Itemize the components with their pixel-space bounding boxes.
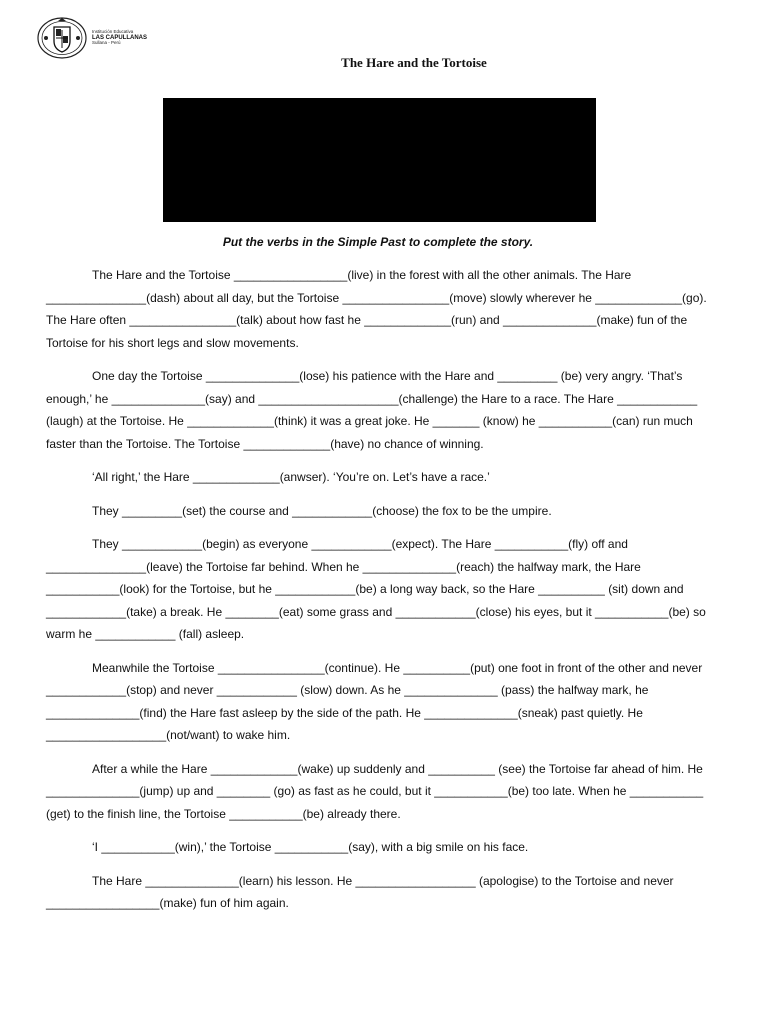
story-paragraph-5: They ____________(begin) as everyone ____________(expect). The Hare ___________(fly) off and _______________(leave) the Tortoise far behind. When he ______________(reach) the halfway mark, the Hare ___________(look) for the Tortoise, but he ____________(be) a long way back, so the Hare __________ (sit) down and ____________(take) a break. He ________(eat) some grass and ____________(close) his eyes, but it ___________(be) so warm he ____________ (fall) asleep. bbox=[46, 537, 706, 641]
story-paragraph-8: ‘I ___________(win),’ the Tortoise ___________(say), with a big smile on his face. bbox=[92, 840, 529, 854]
story-paragraph-2: One day the Tortoise ______________(lose) his patience with the Hare and _________ (be) very angry. ‘That’s enough,’ he ______________(say) and _____________________(challenge) the Hare to a race. The Hare ____________ (laugh) at the Tortoise. He _____________(think) it was a great joke. He _______ (know) he ___________(can) run much faster than the Tortoise. The Tortoise _____________(have) no chance of winning. bbox=[46, 369, 698, 451]
logo-school-name: LAS CAPULLANAS bbox=[92, 34, 147, 41]
logo-location: Sullana - Perú bbox=[92, 40, 121, 46]
school-logo bbox=[36, 16, 147, 60]
school-crest-icon bbox=[36, 16, 88, 60]
story-paragraph-9: The Hare ______________(learn) his lesson. He __________________ (apologise) to the Tortoise and never _________________(make) fun of him again. bbox=[46, 873, 674, 910]
page-title: The Hare and the Tortoise bbox=[341, 55, 487, 70]
story-paragraph-1: The Hare and the Tortoise _________________(live) in the forest with all the other animals. The Hare _______________(dash) about all day, but the Tortoise ________________(move) slowly wherever he _____________(go). The Hare often ________________(talk) about how fast he _____________(run) and ______________(make) fun of the Tortoise for his short legs and slow movements. bbox=[46, 268, 707, 350]
story-paragraph-4: They _________(set) the course and ____________(choose) the fox to be the umpire. bbox=[92, 503, 552, 518]
story-paragraph-3: ‘All right,’ the Hare _____________(anwser). ‘You’re on. Let’s have a race.’ bbox=[92, 470, 490, 484]
exercise-instruction: Put the verbs in the Simple Past to complete the story. bbox=[222, 235, 534, 249]
story-image bbox=[163, 98, 596, 222]
story-text bbox=[46, 264, 716, 926]
story-paragraph-6: Meanwhile the Tortoise ________________(continue). He __________(put) one foot in front of the other and never ____________(stop) and never ____________ (slow) down. As he ______________ (pass) the halfway mark, he ______________(find) the Hare fast asleep by the side of the path. He ______________(sneak) past quietly. He __________________(not/want) to wake him. bbox=[46, 660, 703, 742]
story-paragraph-7: After a while the Hare _____________(wake) up suddenly and __________ (see) the Tortoise far ahead of him. He ______________(jump) up and ________ (go) as fast as he could, but it ___________(be) too late. When he ___________ (get) to the finish line, the Tortoise ___________(be) already there. bbox=[46, 761, 704, 821]
logo-subtitle: Institución Educativa bbox=[92, 29, 134, 35]
